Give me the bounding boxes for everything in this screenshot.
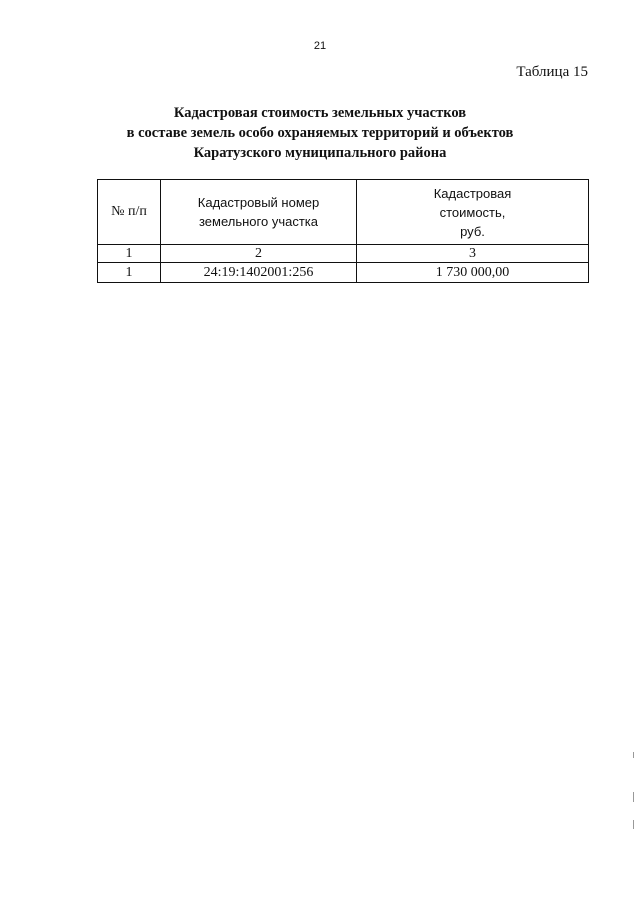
column-number-cell: 1: [98, 245, 161, 263]
header-cadastral-value-line-3: руб.: [460, 223, 485, 239]
header-cadastral-value-line-1: Кадастровая: [433, 185, 512, 201]
scan-margin-mark: [633, 752, 634, 758]
scan-margin-mark: [633, 792, 634, 802]
cadastral-value-cell: 1 730 000,00: [357, 263, 589, 283]
table-header-row: [98, 180, 589, 245]
cadastral-value-table: [97, 179, 589, 283]
header-cadastral-value-line-2: стоимость,: [439, 204, 506, 220]
column-number-cell: 2: [161, 245, 357, 263]
column-number-cell: 3: [357, 245, 589, 263]
header-number-line-1: № п/п: [111, 204, 147, 219]
page-number: 21: [313, 40, 327, 52]
row-index-cell: 1: [98, 263, 161, 283]
scan-margin-mark: [633, 820, 634, 829]
header-cell-cadastral-number: [161, 180, 357, 245]
header-cell-number: [98, 180, 161, 245]
title-line-1: Кадастровая стоимость земельных участков: [173, 105, 467, 121]
column-number-row: [98, 245, 589, 263]
title-line-2: в составе земель особо охраняемых территорий и объектов: [126, 125, 514, 141]
table-label: Таблица 15: [516, 64, 588, 80]
cadastral-number-cell: 24:19:1402001:256: [161, 263, 357, 283]
header-cadastral-number-line-1: Кадастровый номер: [197, 195, 320, 210]
header-cell-cadastral-value: [357, 180, 589, 245]
header-cadastral-number-line-2: земельного участка: [198, 214, 318, 229]
table-row: [98, 263, 589, 283]
title-line-3: Каратузского муниципального района: [193, 145, 447, 161]
document-title: [0, 103, 640, 163]
